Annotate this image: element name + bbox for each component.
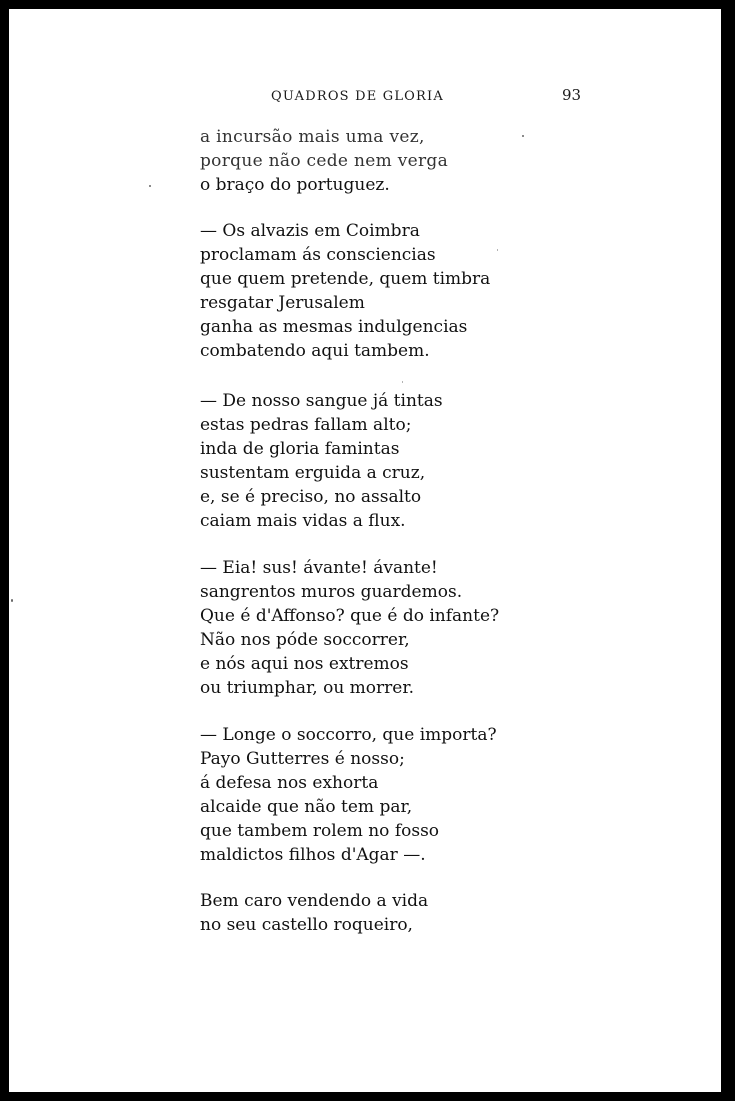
verse-line: — Longe o soccorro, que importa?	[200, 725, 497, 745]
verse-line: que quem pretende, quem timbra	[200, 269, 491, 289]
stanza-4	[200, 556, 620, 700]
verse-line: e nós aqui nos extremos	[200, 654, 409, 674]
verse-line: e, se é preciso, no assalto	[200, 487, 422, 507]
verse-line: — Os alvazis em Coimbra	[200, 221, 420, 241]
verse-line: maldictos filhos d'Agar —.	[200, 845, 426, 865]
page-number: 93	[562, 86, 582, 104]
verse-line: combatendo aqui tambem.	[200, 341, 430, 361]
scan-speck	[522, 135, 524, 137]
running-header: QUADROS DE GLORIA	[271, 89, 444, 104]
verse-line: a incursão mais uma vez,	[200, 127, 425, 147]
verse-line: — Eia! sus! ávante! ávante!	[200, 558, 438, 578]
verse-line: ganha as mesmas indulgencias	[200, 317, 468, 337]
scan-speck	[402, 381, 403, 383]
verse-line: no seu castello roqueiro,	[200, 915, 413, 935]
verse-line: Payo Gutterres é nosso;	[200, 749, 405, 769]
stanza-3	[200, 389, 620, 533]
verse-line: o braço do portuguez.	[200, 175, 390, 195]
verse-line: resgatar Jerusalem	[200, 293, 365, 313]
verse-line: estas pedras fallam alto;	[200, 415, 412, 435]
verse-line: Não nos póde soccorrer,	[200, 630, 410, 650]
verse-line: que tambem rolem no fosso	[200, 821, 440, 841]
verse-line: caiam mais vidas a flux.	[200, 511, 406, 531]
verse-line: porque não cede nem verga	[200, 151, 449, 171]
verse-line: — De nosso sangue já tintas	[200, 391, 443, 411]
verse-line: inda de gloria famintas	[200, 439, 400, 459]
verse-line: ou triumphar, ou morrer.	[200, 678, 415, 698]
verse-line: alcaide que não tem par,	[200, 797, 413, 817]
scan-speck	[11, 599, 13, 602]
verse-line: Bem caro vendendo a vida	[200, 891, 429, 911]
verse-line: sustentam erguida a cruz,	[200, 463, 426, 483]
stanza-2	[200, 219, 620, 363]
verse-line: proclamam ás consciencias	[200, 245, 436, 265]
stanza-5	[200, 723, 620, 867]
scan-speck	[149, 185, 151, 187]
stanza-1	[200, 125, 620, 197]
verse-line: Que é d'Affonso? que é do infante?	[200, 606, 500, 626]
book-page	[9, 9, 721, 1092]
scan-speck	[497, 249, 498, 251]
verse-line: sangrentos muros guardemos.	[200, 582, 463, 602]
stanza-6	[200, 889, 620, 937]
verse-line: á defesa nos exhorta	[200, 773, 379, 793]
